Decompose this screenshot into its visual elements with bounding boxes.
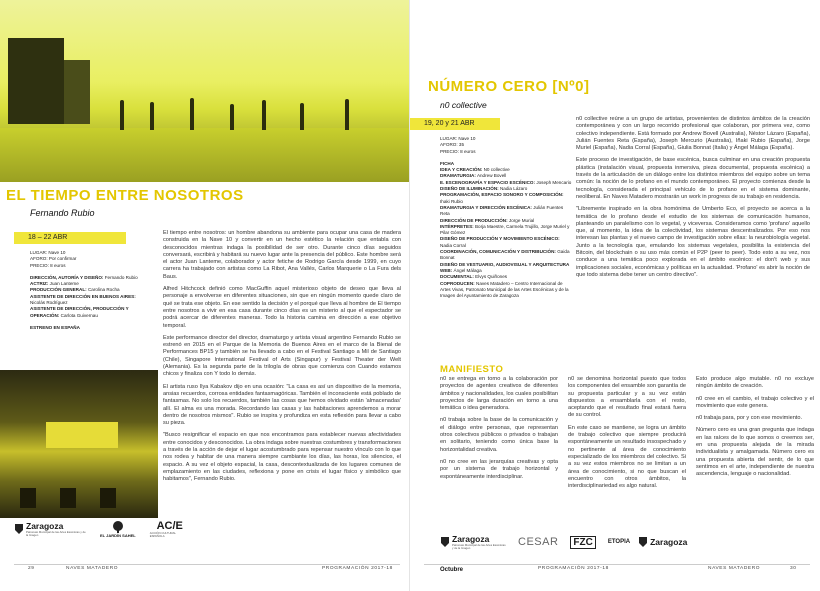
credit-line: DIRECCIÓN DE PRODUCCIÓN: Jorge Murial bbox=[440, 217, 535, 223]
sponsor-logos bbox=[14, 520, 190, 538]
footer-program: PROGRAMACIÓN 2017-18 bbox=[322, 566, 393, 571]
credits-block bbox=[30, 250, 138, 331]
photo-figure bbox=[150, 102, 154, 130]
photo-chair bbox=[100, 488, 116, 508]
photo-figure bbox=[345, 99, 349, 130]
shield-icon bbox=[14, 523, 24, 535]
photo-figure bbox=[190, 98, 194, 130]
paragraph: En este caso se mantiene, se logra un ámbito de trabajo colectivo que siempre producirá espontáneamente un resultado insospechado y no pertinente al área de conocimiento especializado de los miembros del colectivo. Si a su vez estos miembros no se limitan a un área de conocimiento, si no que buscan el encuentro con otros ámbitos, la interdisciplinariedad es algo natural. bbox=[568, 424, 686, 490]
tree-icon bbox=[111, 521, 125, 533]
date-tag bbox=[410, 118, 500, 130]
credit-line: COPRODUCEN: Naves Matadero – Centro Internacional de Artes Vivas, Patronato Municipal de las Artes Escénicas y de la Imagen del Ayuntamiento de Zaragoza bbox=[440, 280, 569, 299]
photo-figure bbox=[120, 100, 124, 130]
footer-program: PROGRAMACIÓN 2017-18 bbox=[538, 566, 609, 571]
paragraph: n0 trabaja sobre la base de la comunicación y el diálogo entre personas, que representan otros colectivos públicos o privados o trabajan en solitario, teniendo como única base la horizontalidad creativa. bbox=[440, 417, 558, 453]
info-price: PRECIO: 8 euros bbox=[440, 148, 476, 154]
paragraph: "Busco resignificar el espacio en que nos encontramos para establecer nuevas afectividades entre conocidos y desconocidos. La obra indaga sobre nuestras costumbres y transformaciones a través de la acción de dejar el lugar acostumbrado para repensar nuestro vínculo con lo que nos rodea y habitar de una manera siempre cambiante los días, las horas, los silencios, el espacio. A su vez el objeto espacial, la casa, descontextualizada de los lugares comunes de emplazamiento en las ciudades, reflexiona y pone en crisis el lugar físico y simbólico que habitamos", Fernando Rubio. bbox=[163, 432, 401, 483]
credit-line: PROGRAMACIÓN, ESPACIO SONORO Y COMPOSICIÓN: Ihaki Rubio bbox=[440, 192, 564, 204]
photo-chair bbox=[60, 488, 76, 508]
author: n0 collective bbox=[440, 100, 487, 110]
paragraph: Alfred Hitchcock definió como MacGuffin aquel misterioso objeto de deseo que lleva al personaje a envolverse en diferentes situaciones, sin que en ningún momento quede claro de qué se trata ese objeto. En ese sentido la decisión y el porqué que lleva al hombre de El tiempo entre nosotros a vivir en esa casa durante cinco días es un misterio al que el espectador se podrá acercar de diferentes maneras. Todo la historia camina en dirección a ese objetivo temporal. bbox=[163, 286, 401, 329]
credit-line: ASISTENTE DE DIRECCIÓN EN BUENOS AIRES: Nicolás Rodríguez bbox=[30, 293, 136, 306]
photo-structure bbox=[8, 38, 64, 124]
photo-figure bbox=[230, 104, 234, 130]
info-venue: LUGAR: Nave 10 bbox=[30, 250, 66, 255]
jardin-sahel-logo: EL JARDÍN SAHEL bbox=[100, 521, 136, 538]
credits-block bbox=[440, 136, 572, 299]
dates: 18 – 22 ABR bbox=[28, 234, 68, 241]
page-title: NÚMERO CERO [Nº0] bbox=[428, 78, 590, 95]
credit-line: INTÉRPRETES: Borja Maestre, Carmela Trujillo, Jorge Muriel y Pilar Gómez bbox=[440, 223, 570, 236]
paragraph: Este performance director del director, dramaturgo y artista visual argentino Fernando Rubio se estrenó en 2015 en el Parque de la Memoria de Buenos Aires en el marco de la Bienal de Performances BP15 y también se ha llevado a cabo en el Festival Santiago a Mil de Santiago (Chile), Singapore International Festival of Arts (Singapur) y Festival Theater der Welt (Alemania). Es la segunda parte de la trilogía de obras que comienza con Cuando estamos chicos y finaliza con Y todo lo demás. bbox=[163, 334, 401, 378]
paragraph: n0 trabaja para, por y con ese movimiento. bbox=[696, 415, 803, 422]
right-page bbox=[410, 0, 820, 591]
photo-window bbox=[46, 422, 118, 448]
credit-line: DISEÑO DE VESTUARIO, AUDIOVISUAL Y ARQUITECTURA WEB: Ángel Málaga bbox=[440, 261, 570, 273]
photo-ground bbox=[0, 128, 410, 182]
credit-line: DOCUMENTAL: Elvys Quiñones bbox=[440, 274, 508, 280]
credit-line: DRAMATURGIA: Andrew Bovell bbox=[440, 173, 507, 179]
dates: 19, 20 y 21 ABR bbox=[424, 120, 475, 127]
author: Fernando Rubio bbox=[30, 208, 95, 218]
paragraph: n0 se denomina horizontal puesto que todos los componentes del ensamble son garantía de su propuesta particular y a su vez están dispuestos a ensamblarla con el resto, aceptando que el resultado final estará fuera de su control. bbox=[568, 376, 686, 419]
paragraph: n0 cree en el cambio, el trabajo colectivo y el movimiento que este genera. bbox=[696, 395, 814, 409]
shield-icon bbox=[440, 536, 450, 548]
credit-line: DRAMATURGIA Y DIRECCIÓN ESCÉNICA: Julián Fuentes Reta bbox=[440, 204, 564, 217]
photo-figure bbox=[300, 103, 304, 130]
footer-section: NAVES MATADERO bbox=[708, 566, 761, 571]
credit-line: E. ESCENOGRAFÍA Y ESPACIO ESCÉNICO: Joseph Mencario bbox=[440, 179, 572, 185]
paragraph: "Libremente inspirado en la obra homónima de Umberto Eco, el proyecto se acerca a la temática de lo profano desde el estudio de los sistemas de comunicación humanos, planteando un paralelismo con lo vegetal, y viceversa. Consideramos como 'profano' aquello que, al momento, la idea de la colectividad, los sistemas descentralizados. Por eso nos interesan las plantas y el nuevo campo de investigación sobre ellas: la neurobiología vegetal. Junto a la tecnología que, emulando los sistemas vegetales, posibilita la existencia del Bitcoin, del blockchain o su uso más común el P2P (peer to peer). Todo esto a su vez, nos conduce a una temática poco explorada en el ámbito escénico: el don't web y sus implicaciones sociales, económicas y políticas en la actualidad. 'Profano' es abrir la noción de que todo sistema debe tener un centro directivo". bbox=[576, 206, 810, 278]
paragraph: Este proceso de investigación, de base escénica, busca culminar en una creación propuesta plástica (instalación visual, propuesta inmersiva, pieza documental, propuesta escénica) a través de la articulación de un diálogo entre los distintos miembros del equipo sobre un tema común: la noción de lo profano en el mundo contemporáneo. El proyecto comienza desde la tecnología, considerada el principal vehículo de lo profano en el sistema dominante, neoliberal. En Naves Matadero mostrarán un work in progress de su trabajo en residencia. bbox=[576, 157, 810, 200]
info-capacity: AFORO: Por confirmar bbox=[30, 256, 77, 262]
photo-chair bbox=[20, 488, 36, 508]
intro-text bbox=[576, 116, 810, 348]
credit-line: DISEÑO DE PRODUCCIÓN Y MOVIMIENTO ESCÉNICO: Nadia Corral bbox=[440, 236, 560, 248]
sponsor-logos bbox=[440, 534, 687, 550]
manifesto-col-3 bbox=[696, 376, 814, 526]
paragraph: n0 collective reúne a un grupo de artistas, provenientes de distintos ámbitos de la creación contemporánea y con un largo recorrido profesional que colaboran, por primera vez, como colectivo independiente. Está formado por Andrew Bovell (Australia), Néstor Lázaro (España), Julián Fuentes Reta (España), Joseph Mercurio (Australia), Iñaki Rubio (España), Jorge Muriel (España), Nadia Corral (España), Giulia Bonnat (Italia) y Ángel Málaga (España). bbox=[576, 116, 810, 152]
shield-icon bbox=[638, 536, 648, 548]
page-title: EL TIEMPO ENTRE NOSOTROS bbox=[6, 187, 244, 204]
interior-photo bbox=[0, 370, 158, 518]
credit-line: IDEA Y CREACIÓN: N0 collective bbox=[440, 167, 510, 173]
credit-line: PRODUCCIÓN GENERAL: Carolina Rocha bbox=[30, 287, 120, 293]
manifesto-col-1 bbox=[440, 376, 558, 526]
etopia-logo: ETOPIA bbox=[607, 539, 631, 546]
footer-section: NAVES MATADERO bbox=[66, 566, 119, 571]
manifesto-heading: MANIFIESTO bbox=[440, 364, 504, 375]
zaragoza-logo: Zaragoza Patronato Municipal de las Artes Escénicas y de la Imagen bbox=[440, 534, 506, 550]
credit-line: ACTRIZ: Juan Lanteme bbox=[30, 281, 79, 287]
info-venue: LUGAR: Nave 10 bbox=[440, 136, 476, 141]
credit-line: COORDINACIÓN, COMUNICACIÓN Y DISTRIBUCIÓN: Gaida Bonnat bbox=[440, 249, 570, 261]
page-number: 29 bbox=[28, 566, 35, 571]
footer-rule bbox=[14, 564, 400, 565]
zaragoza-logo: Zaragoza Patronato Municipal de las Artes Escénicas y de la Imagen bbox=[14, 521, 86, 537]
paragraph: El tiempo entre nosotros: un hombre abandona su ambiente para ocupar una casa de madera construida en la Nave 10 y convertir en un hecho estético la relación que entabla con desconocidos mientras indaga la posibilidad de ser otro. Durante cinco días seguidos conversará, escribirá y habitará su nuevo lugar ante la presencia del público. Este hombre será el actor Juan Lanteme, colaborador y actor fetiche de Rodrigo García desde 1999, en cuyo carrera ha trabajado con artistas como La Ribot, Ana Vallés, Carlos Marquerie o La Fura dels Baus. bbox=[163, 230, 401, 280]
zaragoza-logo-2: Zaragoza bbox=[638, 536, 687, 548]
body-text bbox=[163, 230, 401, 555]
paragraph: El artista ruso Ilya Kabakov dijo en una ocasión: "La casa es así un dispositivo de la memoria, ansias recuerdos, corrosa entidades fantasmagóricas. También el inconsciente está poblado de fantasmas. No solo los recuerdos, también las cosas que hemos olvidado están 'almacenadas' allí. El alma es una morada. Recordando las casas y las habitaciones aprendemos a morar dentro de nosotros mismos". Rubio se inspira y profundiza en esta reflexión para llevar a cabo su pieza. bbox=[163, 383, 401, 427]
paragraph: Esto produce algo mutable. n0 no excluye ningún ámbito de creación. bbox=[696, 376, 814, 390]
info-capacity: AFORO: 35 bbox=[440, 142, 464, 148]
fzc-logo: FZC bbox=[570, 536, 595, 549]
manifesto-col-2 bbox=[568, 376, 686, 526]
cesar-logo: CESAR bbox=[518, 536, 559, 549]
credit-line: DISEÑO DE ILUMINACIÓN: Nadia Lázaro bbox=[440, 186, 528, 192]
credits-head: FICHA bbox=[440, 160, 455, 166]
installation-photo bbox=[0, 0, 410, 182]
photo-structure-side bbox=[64, 60, 90, 124]
paragraph: Número cero es una gran pregunta que indaga en las raíces de lo que somos o creemos ser, en una propuesta alejada de la mirada individualista y amalgamada. Número cero es una propuesta abierta del sentir, de lo que sentimos en el arte, independiente de nuestra ascendencia, lenguaje o nacionalidad. bbox=[696, 427, 814, 478]
premiere-note: ESTRENO EN ESPAÑA bbox=[30, 324, 80, 330]
footer-rule bbox=[424, 564, 810, 565]
photo-figure bbox=[262, 100, 266, 130]
paragraph: n0 se entrega en torno a la colaboración por proyectos de agentes creativos de diferentes ámbitos y nacionalidades, los cuales posibilitan proyectos de larga duración en torno a una temática o idea generadora. bbox=[440, 376, 558, 412]
paragraph: n0 no cree en las jerarquías creativas y opta por un sistema de trabajo horizontal y espontáneamente interdisciplinar. bbox=[440, 458, 558, 480]
credit-line: DIRECCIÓN, AUTORÍA Y DISEÑO: Fernando Rubio bbox=[30, 274, 138, 280]
info-price: PRECIO: 8 euros bbox=[30, 262, 66, 268]
credit-line: ASISTENTE DE DIRECCIÓN, PRODUCCIÓN Y OPERACIÓN: Carlota Guivernau bbox=[30, 306, 129, 318]
ace-logo: AC/E ACCIÓN CULTURAL ESPAÑOLA bbox=[149, 520, 183, 539]
date-tag bbox=[14, 232, 126, 244]
octubre-label: Octubre bbox=[440, 567, 464, 573]
page-number: 30 bbox=[790, 566, 797, 571]
